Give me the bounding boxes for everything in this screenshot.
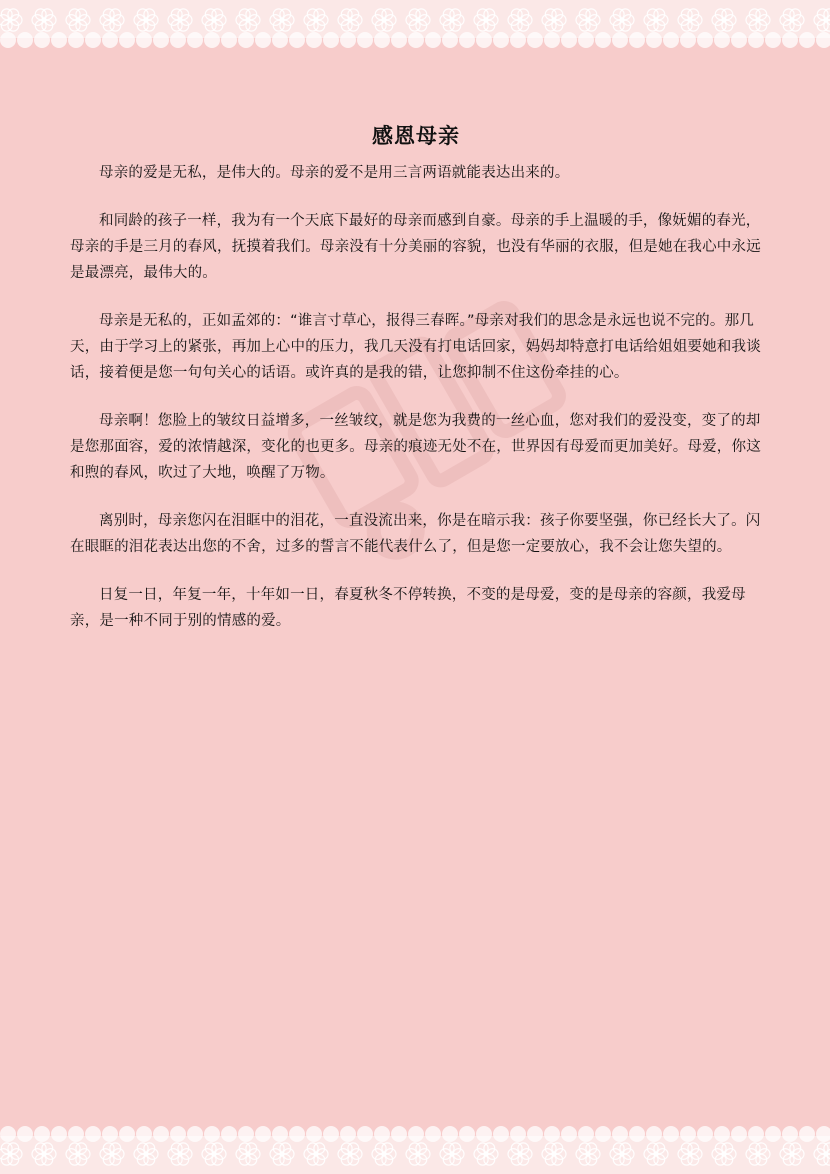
paragraph-2: 和同龄的孩子一样，我为有一个天底下最好的母亲而感到自豪。母亲的手上温暖的手，像妩媚的春光，母亲的手是三月的春风，抚摸着我们。母亲没有十分美丽的容貌，也没有华丽的衣服，但是她在我心中永远是最漂亮，最伟大的。 — [70, 213, 761, 281]
paragraph-4: 母亲啊！您脸上的皱纹日益增多，一丝皱纹，就是您为我费的一丝心血，您对我们的爱没变，变了的却是您那面容，爱的浓情越深，变化的也更多。母亲的痕迹无处不在，世界因有母爱而更加美好。母爱，你这和煦的春风，吹过了大地，唤醒了万物。 — [70, 413, 761, 481]
lace-pattern-bottom — [0, 1114, 830, 1174]
document-title: 感恩母亲 — [372, 124, 460, 148]
paragraph-6: 日复一日，年复一年，十年如一日，春夏秋冬不停转换，不变的是母爱，变的是母亲的容颜，我爱母亲，是一种不同于别的情感的爱。 — [70, 587, 746, 629]
paragraph-5: 离别时，母亲您闪在泪眶中的泪花，一直没流出来，你是在暗示我：孩子你要坚强，你已经长大了。闪在眼眶的泪花表达出您的不舍，过多的誓言不能代表什么了，但是您一定要放心，我不会让您失望的。 — [70, 513, 761, 555]
top-lace-border — [0, 0, 830, 56]
paragraph-1: 母亲的爱是无私，是伟大的。母亲的爱不是用三言两语就能表达出来的。 — [99, 165, 570, 181]
bottom-lace-border — [0, 1114, 830, 1174]
lace-pattern-top — [0, 0, 830, 56]
document-body — [70, 118, 762, 656]
paragraph-3: 母亲是无私的，正如孟郊的：“谁言寸草心，报得三春晖。”母亲对我们的思念是永远也说不完的。那几天，由于学习上的紧张，再加上心中的压力，我几天没有打电话回家，妈妈却特意打电话给姐姐要她和我谈话，接着便是您一句句关心的话语。或许真的是我的错，让您抑制不住这份牵挂的心。 — [70, 313, 761, 381]
